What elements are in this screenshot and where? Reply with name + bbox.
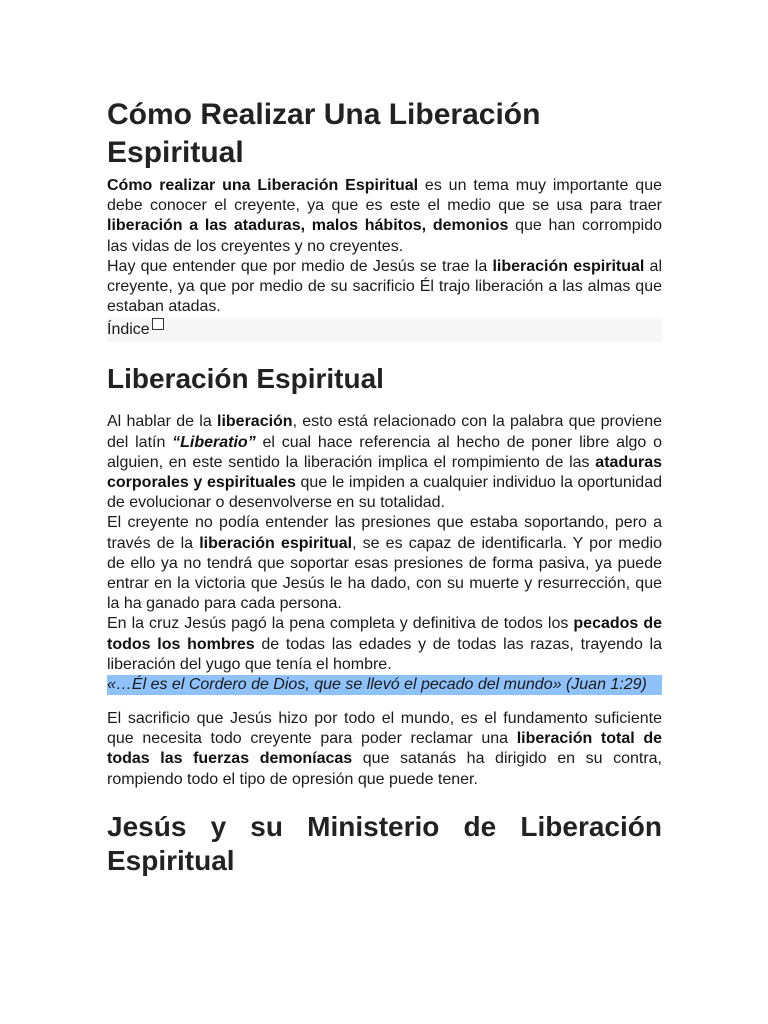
page-title: Cómo Realizar Una Liberación Espiritual (107, 98, 541, 169)
article-content (107, 96, 662, 878)
intro-paragraph-2 (107, 257, 662, 318)
section1-paragraph-4 (107, 709, 662, 790)
text-span: que le impiden a cualquier individuo la oportunidad de evolucionar o desenvolverse en su totalidad. (107, 474, 662, 512)
bold-text: liberación a las ataduras, malos hábitos, demonios (107, 217, 509, 235)
bold-text: Cómo realizar una Liberación Espiritual (107, 177, 419, 194)
text-span: El sacrificio que Jesús hizo por todo el mundo, es el fundamento suficiente que necesita todo creyente para poder reclamar una (107, 710, 662, 748)
text-span: En la cruz Jesús pagó la pena completa y definitiva de todos los (107, 615, 574, 633)
text-span: El creyente no podía entender las presiones que estaba soportando, pero a través de la (107, 514, 662, 552)
bold-text: pecados de todos los hombres (107, 615, 663, 653)
text-span: Hay que entender que por medio de Jesús se trae la (107, 257, 493, 275)
text-span: el cual hace referencia al hecho de poner libre algo o alguien, en este sentido la liberación implica el rompimiento de las (107, 433, 662, 471)
text-span: de todas las edades y de todas las razas, trayendo la liberación del yugo que tenía el hombre. (107, 635, 662, 673)
bold-text: liberación total de todas las fuerzas demoníacas (107, 730, 663, 768)
text-span: , esto está relacionado con la palabra que proviene del latín (107, 413, 663, 451)
table-of-contents[interactable] (107, 318, 662, 342)
text-span: , se es capaz de identificarla. Y por medio de ello ya no tendrá que soportar esas presiones de forma pasiva, ya puede entrar en la victoria que Jesús le ha dado, con su muerte y resurrección, que la ha ganado para cada persona. (107, 534, 663, 613)
bold-text: liberación espiritual (199, 534, 353, 552)
intro-paragraph-1 (107, 176, 662, 257)
bible-quote: «…Él es el Cordero de Dios, que se llevó el pecado del mundo» (Juan 1:29) (107, 675, 662, 695)
text-span: es un tema muy importante que debe conocer el creyente, ya que es este el medio que se usa para traer (107, 177, 662, 215)
text-span: al creyente, ya que por medio de su sacrificio Él trajo liberación a las almas que estaban atadas. (107, 257, 663, 316)
bold-italic-text: “Liberatio” (172, 433, 256, 451)
bold-text: ataduras corporales y espirituales (107, 453, 662, 492)
bold-text: liberación (217, 413, 293, 431)
text-span: que satanás ha dirigido en su contra, rompiendo todo el tipo de opresión que puede tener. (107, 750, 663, 788)
text-span: que han corrompido las vidas de los creyentes y no creyentes. (107, 217, 663, 255)
text-span: Al hablar de la (107, 413, 217, 431)
section1-paragraph-2 (107, 513, 662, 614)
section1-paragraph-3 (107, 614, 662, 675)
bold-text: liberación espiritual (492, 257, 645, 275)
section-heading-liberacion: Liberación Espiritual (107, 363, 384, 395)
section1-paragraph-1 (107, 412, 662, 513)
toc-label: Índice (107, 321, 150, 339)
section-heading-ministerio: Jesús y su Ministerio de Liberación Espiritual (107, 810, 662, 876)
toc-toggle-checkbox[interactable] (152, 318, 164, 330)
